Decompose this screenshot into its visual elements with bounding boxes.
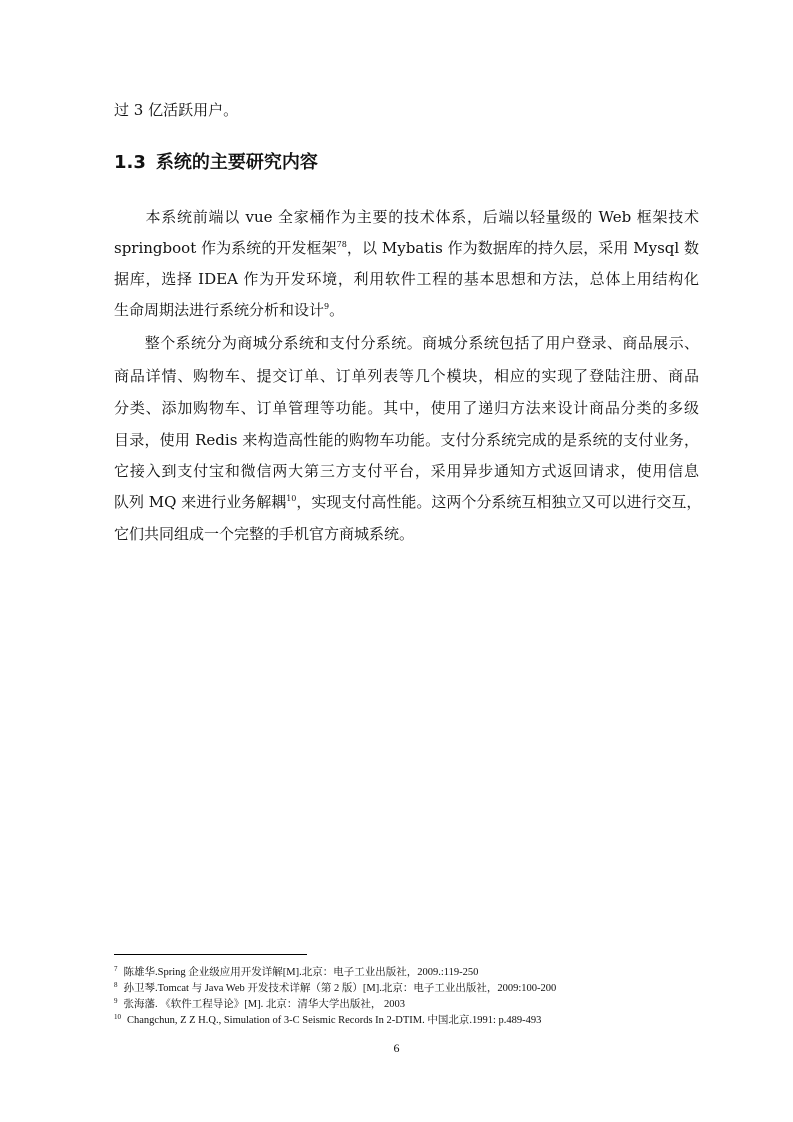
footnote-item xyxy=(114,998,699,1012)
paragraph-2-line-6-b: ，实现支付高性能。这两个分系统互相独立又可以进行交互， xyxy=(296,493,702,511)
footnote-mark: 9 xyxy=(114,996,118,1005)
section-title: 系统的主要研究内容 xyxy=(155,152,318,173)
paragraph-2-line-2: 商品详情、购物车、提交订单、订单列表等几个模块，相应的实现了登陆注册、商品 xyxy=(114,367,699,385)
footnote-item xyxy=(114,982,699,996)
footnote-ref-10: 10 xyxy=(286,494,297,503)
paragraph-2-line-5: 它接入到支付宝和微信两大第三方支付平台，采用异步通知方式返回请求，使用信息 xyxy=(114,462,699,480)
footnote-mark: 7 xyxy=(114,964,118,973)
paragraph-2-line-6 xyxy=(114,492,702,512)
section-number: 1.3 xyxy=(114,152,146,173)
paragraph-2-line-7: 它们共同组成一个完整的手机官方商城系统。 xyxy=(114,525,415,543)
paragraph-1-line-2-b: ，以 Mybatis 作为数据库的持久层，采用 Mysql 数 xyxy=(346,239,699,257)
section-heading xyxy=(114,151,699,175)
footnote-divider xyxy=(114,954,307,955)
footnote-text: 孙卫琴.Tomcat 与 Java Web 开发技术详解（第 2 版）[M].北京：电子工业出版社，2009:100-200 xyxy=(123,983,557,994)
paragraph-1-line-1: 本系统前端以 vue 全家桶作为主要的技术体系，后端以轻量级的 Web 框架技术 xyxy=(114,208,699,226)
paragraph-1-line-4-a: 生命周期法进行系统分析和设计 xyxy=(114,301,325,319)
paragraph-1-line-2-a: springboot 作为系统的开发框架 xyxy=(114,239,337,257)
footnote-text: 陈雄华.Spring 企业级应用开发详解[M].北京：电子工业出版社，2009.:119-250 xyxy=(123,967,479,978)
page-number: 6 xyxy=(393,1041,400,1055)
paragraph-1-line-2 xyxy=(114,238,699,258)
footnote-item xyxy=(114,966,699,980)
footnote-mark: 8 xyxy=(114,980,118,989)
footnote-mark: 10 xyxy=(114,1012,121,1021)
paragraph-2-line-3: 分类、添加购物车、订单管理等功能。其中，使用了递归方法来设计商品分类的多级 xyxy=(114,399,699,417)
footnote-text: 张海藩. 《软件工程导论》[M]. 北京：清华大学出版社， 2003 xyxy=(123,999,405,1010)
footnote-ref-78: 78 xyxy=(336,240,347,249)
lead-line: 过 3 亿活跃用户。 xyxy=(114,101,239,119)
paragraph-1-line-4 xyxy=(114,300,699,320)
paragraph-1-line-4-b: 。 xyxy=(329,301,345,319)
footnote-text: Changchun, Z Z H.Q., Simulation of 3-C Seismic Records In 2-DTIM. 中国北京.1991: p.489-493 xyxy=(127,1015,542,1026)
footnote-ref-9: 9 xyxy=(324,302,330,311)
paragraph-1-line-3: 据库，选择 IDEA 作为开发环境，利用软件工程的基本思想和方法，总体上用结构化 xyxy=(114,270,699,288)
footnote-item xyxy=(114,1014,699,1028)
paragraph-2-line-4: 目录，使用 Redis 来构造高性能的购物车功能。支付分系统完成的是系统的支付业务， xyxy=(114,431,699,449)
paragraph-2-line-1: 整个系统分为商城分系统和支付分系统。商城分系统包括了用户登录、商品展示、 xyxy=(114,334,699,352)
paragraph-2-line-6-a: 队列 MQ 来进行业务解耦 xyxy=(114,493,287,511)
